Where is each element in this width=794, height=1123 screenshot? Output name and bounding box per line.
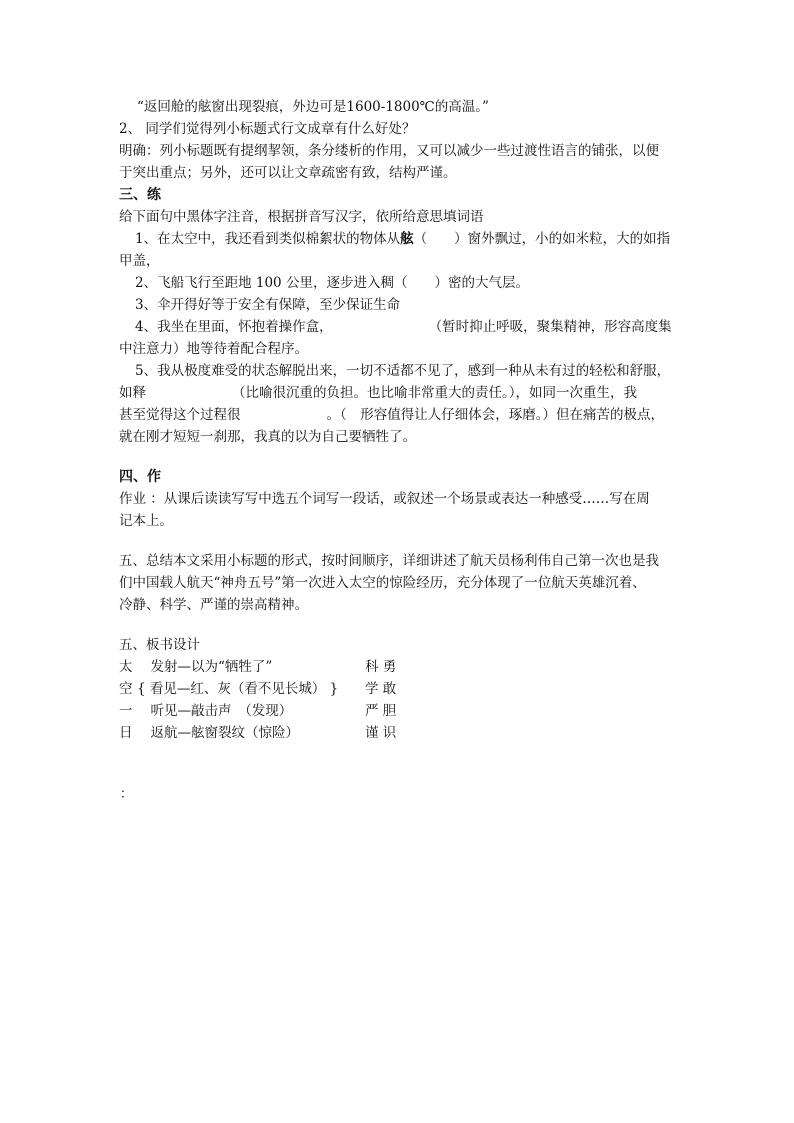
exercise-5-line-4: 就在刚才短短一刹那，我真的以为自己要牺牲了。 bbox=[119, 429, 416, 445]
board-title: 五、板书设计 bbox=[119, 637, 200, 653]
exercise-5-text-c1: 甚至觉得这个过程很 bbox=[119, 407, 241, 423]
exercise-5-text-c2: 。（ 形容值得让人仔细体会，琢磨。）但在痛苦的极点， bbox=[326, 407, 664, 423]
exercise-1-line-1 bbox=[119, 228, 675, 250]
section-4-title: 四、作 bbox=[119, 469, 161, 485]
summary-line-1: 五、总结本文采用小标题的形式，按时间顺序，详细讲述了航天员杨利伟自己第一次也是我 bbox=[119, 553, 659, 569]
board-left: 空 bbox=[119, 681, 133, 697]
exercise-1-line-2: 甲盖， bbox=[119, 253, 160, 269]
exercise-5-line-2 bbox=[119, 382, 675, 404]
exercise-3: 3、伞开得好等于安全有保障，至少保证生命 bbox=[135, 297, 401, 313]
summary-line-2: 们中国载人航天“神舟五号”第一次进入太空的惊险经历，充分体现了一位航天英雄沉着、 bbox=[119, 575, 646, 591]
answer-line-1: 明确：列小标题既有提纲挈领，条分缕析的作用，又可以减少一些过渡性语言的铺张，以便 bbox=[119, 143, 659, 159]
stray-colon: ： bbox=[120, 787, 134, 802]
exercise-5-line-3 bbox=[119, 404, 675, 426]
homework-line-1: 作业 ：从课后读读写写中选五个词写一段话，或叙述一个场景或表达一种感受……写在周 bbox=[119, 491, 650, 507]
homework-line-2: 记本上。 bbox=[119, 513, 173, 529]
exercise-5-text-b1: 如释 bbox=[119, 385, 146, 401]
quote-line: “返回舱的舷窗出现裂痕，外边可是1600-1800℃的高温。” bbox=[137, 99, 489, 115]
exercise-1-bold-char: 舷 bbox=[400, 231, 414, 247]
exercise-5-text-b2: （比喻很沉重的负担。也比喻非常重大的责任。），如同一次重生，我 bbox=[232, 385, 637, 401]
board-row bbox=[119, 722, 419, 744]
exercise-1-text-b: （ ）窗外飘过，小的如米粒，大的如指 bbox=[413, 231, 671, 247]
exercise-2: 2、飞船飞行至距地 100 公里，逐步进入稠（ ）密的大气层。 bbox=[135, 275, 529, 291]
board-left: 太 bbox=[119, 659, 133, 675]
board-right: 严 胆 bbox=[365, 703, 397, 719]
document-body bbox=[119, 96, 675, 744]
section-3-title: 三、练 bbox=[119, 187, 161, 203]
exercise-4-text-b: （暂时抑止呼吸，聚集精神，形容高度集 bbox=[428, 319, 672, 335]
board-design bbox=[119, 656, 419, 744]
board-mid: 发射—以为“牺牲了” bbox=[137, 659, 273, 675]
board-right: 学 敢 bbox=[365, 681, 397, 697]
board-mid: 返航—舷窗裂纹（惊险） bbox=[137, 725, 299, 741]
board-left: 日 bbox=[119, 725, 133, 741]
board-row bbox=[119, 700, 419, 722]
spacer bbox=[119, 616, 675, 634]
board-right: 谨 识 bbox=[365, 725, 397, 741]
board-mid: 听见—敲击声 （发现） bbox=[137, 703, 293, 719]
board-mid: { 看见—红、灰（看不见长城） } bbox=[137, 681, 339, 697]
exercise-1-text-a: 1、在太空中，我还看到类似棉絮状的物体从 bbox=[135, 231, 401, 247]
exercise-4-text-a: 4、我坐在里面，怀抱着操作盒， bbox=[135, 319, 333, 335]
exercise-4-line-1 bbox=[119, 316, 675, 338]
exercise-instruction: 给下面句中黑体字注音，根据拼音写汉字，依所给意思填词语 bbox=[119, 209, 484, 225]
exercise-4-line-2: 中注意力）地等待着配合程序。 bbox=[119, 341, 308, 357]
spacer bbox=[119, 532, 675, 550]
answer-line-2: 于突出重点；另外，还可以让文章疏密有致，结构严谨。 bbox=[119, 165, 457, 181]
exercise-5-line-1: 5、我从极度难受的状态解脱出来，一切不适都不见了，感到一种从未有过的轻松和舒服， bbox=[135, 363, 671, 379]
board-row bbox=[119, 656, 419, 678]
board-right: 科 勇 bbox=[365, 659, 397, 675]
board-row bbox=[119, 678, 419, 700]
spacer bbox=[119, 448, 675, 466]
board-left: 一 bbox=[119, 703, 133, 719]
summary-line-3: 冷静、科学、严谨的崇高精神。 bbox=[119, 597, 308, 613]
question-2: 2、 同学们觉得列小标题式行文成章有什么好处？ bbox=[119, 121, 416, 137]
